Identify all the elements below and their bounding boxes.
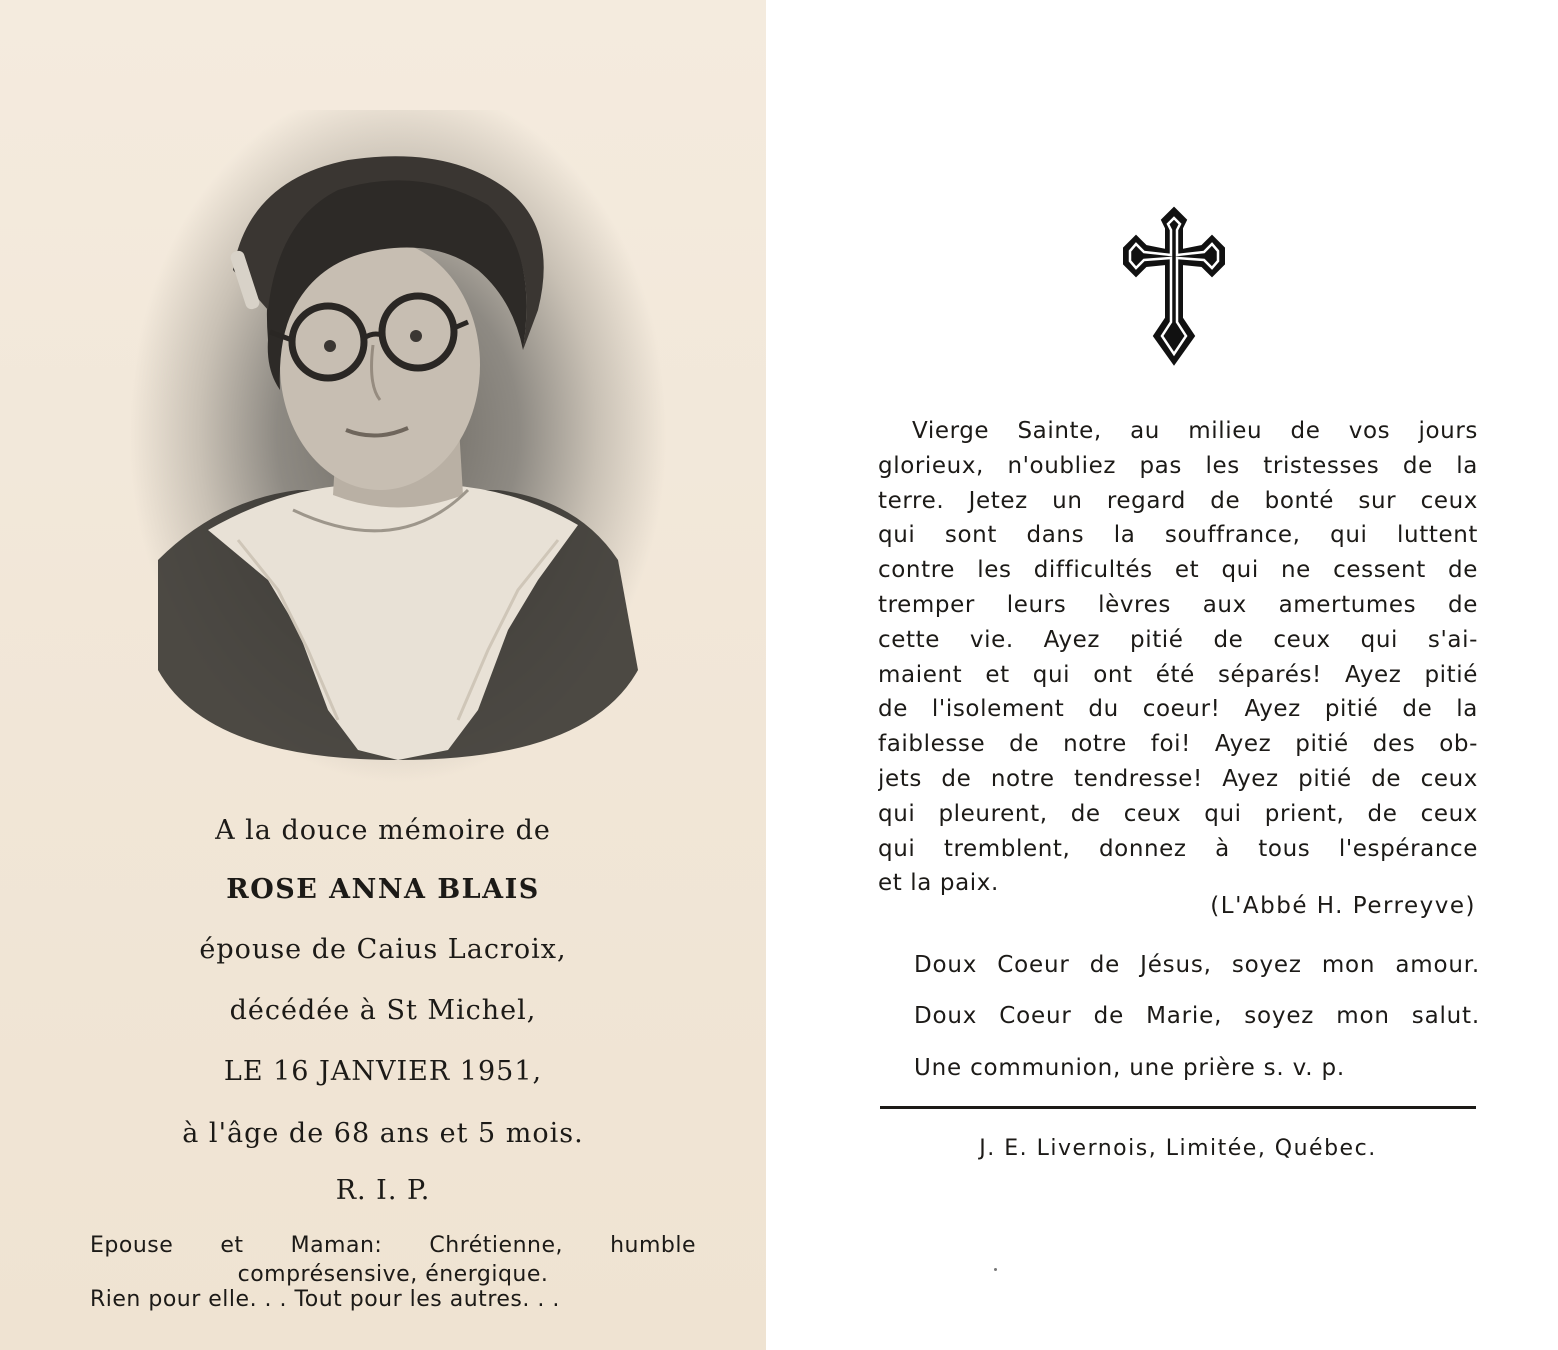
portrait-photo	[118, 110, 678, 810]
prayer-line: cette vie. Ayez pitié de ceux qui s'ai-	[878, 626, 1478, 653]
epitaph-line-3: Rien pour elle. . . Tout pour les autres. . .	[90, 1287, 560, 1312]
invocation-line-2: Doux Coeur de Marie, soyez mon salut.	[914, 1003, 1480, 1029]
memorial-card-front	[0, 0, 766, 1350]
deceased-name: ROSE ANNA BLAIS	[226, 874, 540, 905]
memorial-intro: A la douce mémoire de	[215, 815, 551, 846]
prayer-attribution: (L'Abbé H. Perreyve)	[1210, 893, 1476, 919]
spouse-line: épouse de Caius Lacroix,	[199, 934, 567, 965]
death-date-line: LE 16 JANVIER 1951,	[223, 1056, 543, 1087]
prayer-line: contre les difficultés et qui ne cessent de	[878, 557, 1478, 584]
age-line: à l'âge de 68 ans et 5 mois.	[182, 1118, 584, 1149]
prayer-line: maient et qui ont été séparés! Ayez pitié	[878, 661, 1478, 688]
printer-credit: J. E. Livernois, Limitée, Québec.	[979, 1136, 1377, 1161]
memorial-card-back	[766, 0, 1558, 1350]
prayer-line: faiblesse de notre foi! Ayez pitié des ob-	[878, 731, 1478, 758]
prayer-line: glorieux, n'oubliez pas les tristesses de la	[878, 452, 1478, 479]
prayer-line: jets de notre tendresse! Ayez pitié de ceux	[878, 765, 1478, 792]
invocation-line-3: Une communion, une prière s. v. p.	[914, 1055, 1346, 1081]
death-place-line: décédée à St Michel,	[229, 995, 537, 1026]
prayer-line: qui sont dans la souffrance, qui luttent	[878, 522, 1478, 549]
paper-speck	[994, 1268, 997, 1271]
divider-rule	[880, 1106, 1476, 1109]
invocation-line-1: Doux Coeur de Jésus, soyez mon amour.	[914, 952, 1480, 978]
prayer-line: qui pleurent, de ceux qui prient, de ceux	[878, 800, 1478, 827]
prayer-line: de l'isolement du coeur! Ayez pitié de la	[878, 696, 1478, 723]
prayer-line: terre. Jetez un regard de bonté sur ceux	[878, 487, 1478, 514]
prayer-line: tremper leurs lèvres aux amertumes de	[878, 591, 1478, 618]
prayer-text	[878, 414, 1478, 901]
cross-icon	[1122, 206, 1226, 366]
prayer-line: et la paix.	[878, 870, 999, 897]
prayer-line: Vierge Sainte, au milieu de vos jours	[912, 418, 1478, 444]
epitaph-line-2: comprésensive, énergique.	[237, 1262, 549, 1287]
epitaph-line-1: Epouse et Maman: Chrétienne, humble	[90, 1233, 696, 1258]
rip-line: R. I. P.	[335, 1175, 431, 1206]
portrait-figure	[118, 110, 678, 810]
prayer-line: qui tremblent, donnez à tous l'espérance	[878, 835, 1478, 862]
